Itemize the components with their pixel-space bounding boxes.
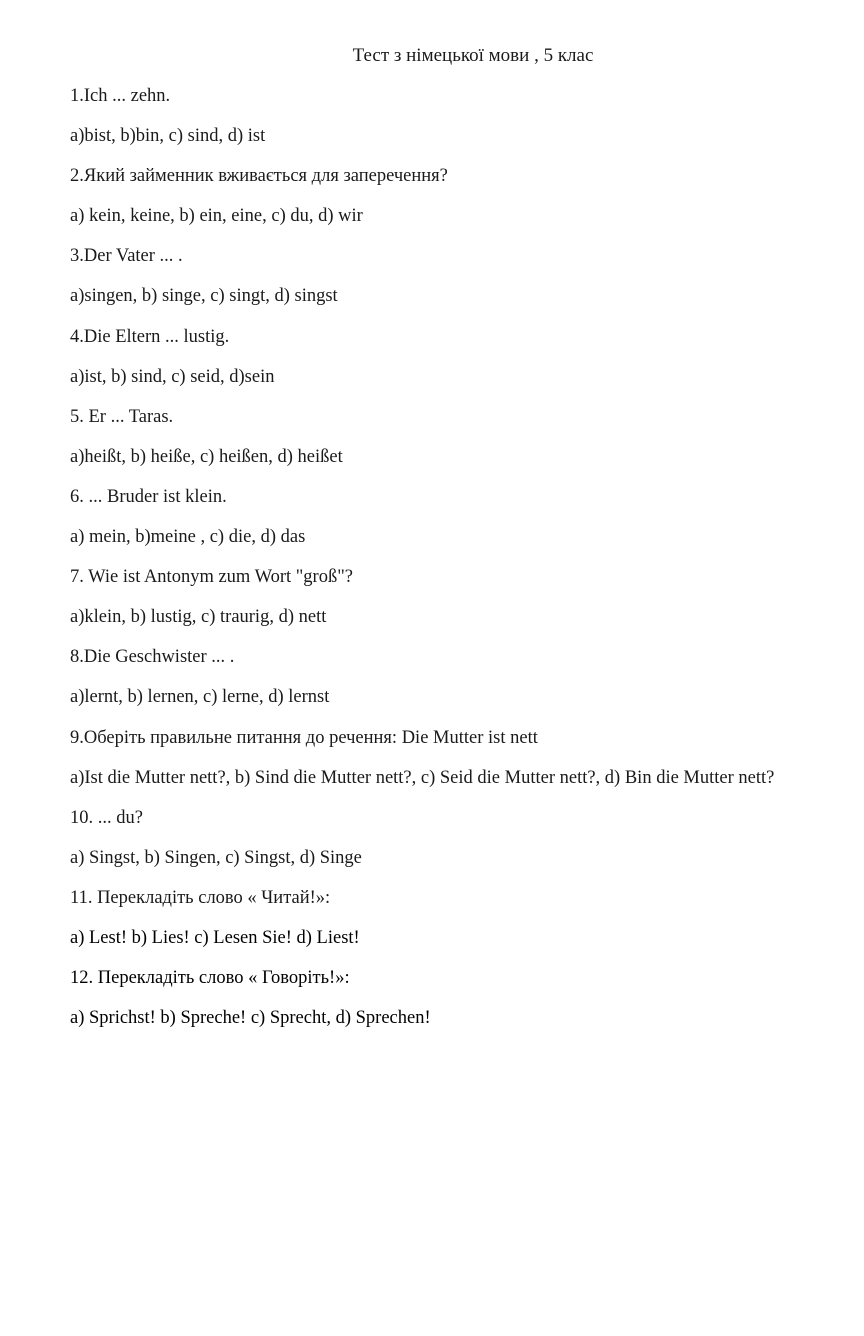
question-10-text: 10. ... du? bbox=[70, 807, 143, 828]
question-7-answers: a)klein, b) lustig, c) traurig, d) nett bbox=[70, 607, 327, 628]
question-11-answers: a) Lest! b) Lies! c) Lesen Sie! d) Liest! bbox=[70, 927, 360, 948]
question-3-text: 3.Der Vater ... . bbox=[70, 246, 183, 267]
question-6-answers: a) mein, b)meine , c) die, d) das bbox=[70, 527, 306, 548]
question-3-answers: a)singen, b) singe, c) singt, d) singst bbox=[70, 286, 338, 307]
question-7-text: 7. Wie ist Antonym zum Wort "groß"? bbox=[70, 567, 353, 588]
document-title: Тест з німецької мови , 5 клас bbox=[352, 45, 594, 66]
question-11-text: 11. Перекладіть слово « Читай!»: bbox=[70, 887, 331, 908]
question-5-answers: a)heißt, b) heiße, c) heißen, d) heißet bbox=[70, 446, 343, 467]
question-4-text: 4.Die Eltern ... lustig. bbox=[70, 326, 230, 347]
question-6-text: 6. ... Bruder ist klein. bbox=[70, 486, 227, 507]
question-1-answers: a)bist, b)bin, c) sind, d) ist bbox=[70, 126, 266, 147]
question-12-answers: a) Sprichst! b) Spreche! c) Sprecht, d) Sprechen! bbox=[70, 1008, 431, 1029]
question-5-text: 5. Er ... Taras. bbox=[70, 406, 174, 427]
question-9-text: 9.Оберіть правильне питання до речення: Die Mutter ist nett bbox=[70, 727, 538, 748]
question-list bbox=[70, 84, 860, 1046]
question-2-answers: a) kein, keine, b) ein, eine, c) du, d) wir bbox=[70, 206, 363, 227]
question-9-answers: a)Ist die Mutter nett?, b) Sind die Mutter nett?, c) Seid die Mutter nett?, d) Bin die Mutter nett? bbox=[70, 767, 775, 788]
question-8-text: 8.Die Geschwister ... . bbox=[70, 647, 235, 668]
question-10-answers: a) Singst, b) Singen, c) Singst, d) Singe bbox=[70, 847, 362, 868]
question-1-text: 1.Ich ... zehn. bbox=[70, 86, 171, 106]
question-8-answers: a)lernt, b) lernen, c) lerne, d) lernst bbox=[70, 687, 330, 708]
question-2-text: 2.Який займенник вживається для заперечення? bbox=[70, 166, 448, 187]
question-12-text: 12. Перекладіть слово « Говоріть!»: bbox=[70, 968, 350, 989]
question-4-answers: a)ist, b) sind, c) seid, d)sein bbox=[70, 366, 275, 387]
